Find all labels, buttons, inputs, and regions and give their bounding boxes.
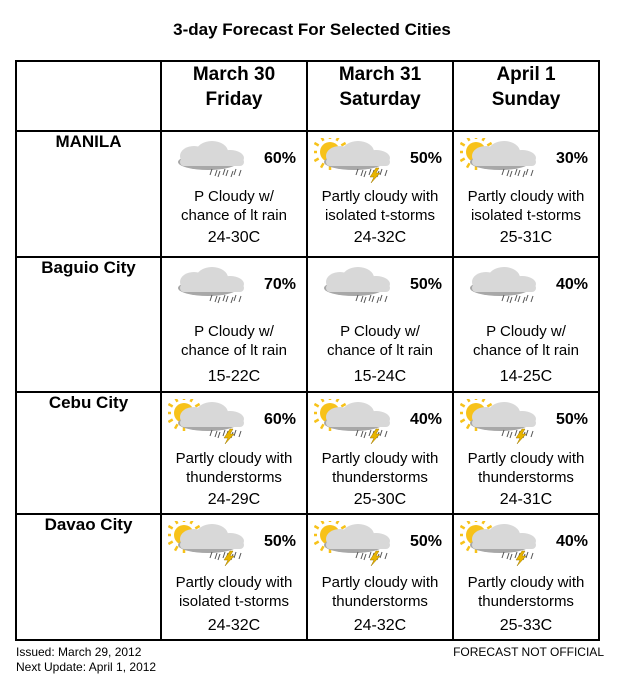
forecast-description — [162, 187, 306, 225]
city-name: Baguio City — [16, 257, 161, 392]
day-date: March 30 — [192, 64, 276, 85]
forecast-description — [162, 449, 306, 487]
day-date: March 31 — [338, 64, 422, 85]
description-line: Partly cloudy with — [321, 450, 439, 467]
day-date: April 1 — [496, 64, 556, 85]
temperature-range: 24-30C — [207, 229, 261, 246]
forecast-cell — [161, 514, 307, 640]
temperature-range: 24-32C — [207, 617, 261, 634]
forecast-cell — [161, 392, 307, 514]
issued-date: Issued: March 29, 2012 — [16, 645, 142, 659]
description-line: chance of lt rain — [327, 342, 433, 359]
forecast-description — [308, 573, 452, 611]
cloud-rain-icon — [314, 264, 400, 310]
description-line: Partly cloudy with — [321, 574, 439, 591]
day-weekday: Saturday — [339, 89, 421, 110]
forecast-cell — [161, 257, 307, 392]
forecast-description — [308, 187, 452, 225]
day-header — [161, 61, 307, 131]
sun-cloud-thunder-icon — [460, 521, 546, 567]
description-line: chance of lt rain — [181, 342, 287, 359]
rain-chance: 50% — [409, 533, 442, 550]
description-line: P Cloudy w/ — [486, 323, 566, 340]
forecast-cell — [307, 131, 453, 257]
header-row — [16, 61, 599, 131]
sun-cloud-thunder-icon — [168, 521, 254, 567]
forecast-cell — [307, 514, 453, 640]
forecast-cell — [453, 392, 599, 514]
cloud-rain-icon — [168, 264, 254, 310]
forecast-cell — [453, 514, 599, 640]
day-header — [453, 61, 599, 131]
forecast-description — [162, 573, 306, 611]
forecast-table — [15, 60, 600, 641]
description-line: thunderstorms — [332, 593, 428, 610]
rain-chance: 40% — [555, 533, 588, 550]
page-title: 3-day Forecast For Selected Cities — [173, 20, 451, 39]
sun-cloud-thunder-icon — [168, 399, 254, 445]
forecast-cell — [161, 131, 307, 257]
city-name: Davao City — [16, 514, 161, 640]
description-line: thunderstorms — [478, 469, 574, 486]
forecast-description — [454, 187, 598, 225]
description-line: P Cloudy w/ — [340, 323, 420, 340]
rain-chance: 50% — [263, 533, 296, 550]
temperature-range: 24-31C — [499, 491, 553, 508]
description-line: isolated t-storms — [178, 593, 290, 610]
sun-cloud-thunder-icon — [314, 399, 400, 445]
city-name: MANILA — [16, 131, 161, 257]
temperature-range: 25-33C — [499, 617, 553, 634]
description-line: chance of lt rain — [473, 342, 579, 359]
forecast-description — [454, 573, 598, 611]
rain-chance: 50% — [409, 276, 442, 293]
city-row — [16, 131, 599, 257]
forecast-cell — [453, 257, 599, 392]
description-line: Partly cloudy with — [467, 450, 585, 467]
day-header — [307, 61, 453, 131]
temperature-range: 15-24C — [353, 368, 407, 385]
description-line: thunderstorms — [478, 593, 574, 610]
cloud-rain-icon — [460, 264, 546, 310]
forecast-cell — [307, 257, 453, 392]
rain-chance: 40% — [409, 411, 442, 428]
rain-chance: 50% — [555, 411, 588, 428]
temperature-range: 25-31C — [499, 229, 553, 246]
forecast-description — [454, 322, 598, 360]
description-line: P Cloudy w/ — [194, 188, 274, 205]
description-line: Partly cloudy with — [467, 574, 585, 591]
city-name: Cebu City — [16, 392, 161, 514]
temperature-range: 24-29C — [207, 491, 261, 508]
sun-cloud-rain-icon — [460, 138, 546, 184]
temperature-range: 15-22C — [207, 368, 261, 385]
description-line: Partly cloudy with — [467, 188, 585, 205]
temperature-range: 24-32C — [353, 617, 407, 634]
description-line: Partly cloudy with — [175, 574, 293, 591]
rain-chance: 40% — [555, 276, 588, 293]
description-line: Partly cloudy with — [321, 188, 439, 205]
rain-chance: 60% — [263, 411, 296, 428]
sun-cloud-thunder-icon — [314, 138, 400, 184]
sun-cloud-thunder-icon — [460, 399, 546, 445]
forecast-cell — [307, 392, 453, 514]
forecast-description — [308, 322, 452, 360]
forecast-description — [162, 322, 306, 360]
city-row — [16, 514, 599, 640]
rain-chance: 70% — [263, 276, 296, 293]
rain-chance: 60% — [263, 150, 296, 167]
forecast-cell — [453, 131, 599, 257]
description-line: isolated t-storms — [324, 207, 436, 224]
description-line: Partly cloudy with — [175, 450, 293, 467]
forecast-description — [454, 449, 598, 487]
rain-chance: 50% — [409, 150, 442, 167]
day-weekday: Sunday — [491, 89, 561, 110]
description-line: thunderstorms — [332, 469, 428, 486]
rain-chance: 30% — [555, 150, 588, 167]
city-row — [16, 392, 599, 514]
issue-info — [16, 645, 156, 675]
temperature-range: 24-32C — [353, 229, 407, 246]
sun-cloud-thunder-icon — [314, 521, 400, 567]
next-update: Next Update: April 1, 2012 — [16, 660, 157, 674]
temperature-range: 14-25C — [499, 368, 553, 385]
forecast-description — [308, 449, 452, 487]
day-weekday: Friday — [205, 89, 263, 110]
description-line: P Cloudy w/ — [194, 323, 274, 340]
corner-cell — [16, 61, 161, 131]
temperature-range: 25-30C — [353, 491, 407, 508]
description-line: isolated t-storms — [470, 207, 582, 224]
cloud-rain-icon — [168, 138, 254, 184]
description-line: thunderstorms — [186, 469, 282, 486]
city-row — [16, 257, 599, 392]
description-line: chance of lt rain — [181, 207, 287, 224]
disclaimer: FORECAST NOT OFFICIAL — [453, 645, 604, 659]
